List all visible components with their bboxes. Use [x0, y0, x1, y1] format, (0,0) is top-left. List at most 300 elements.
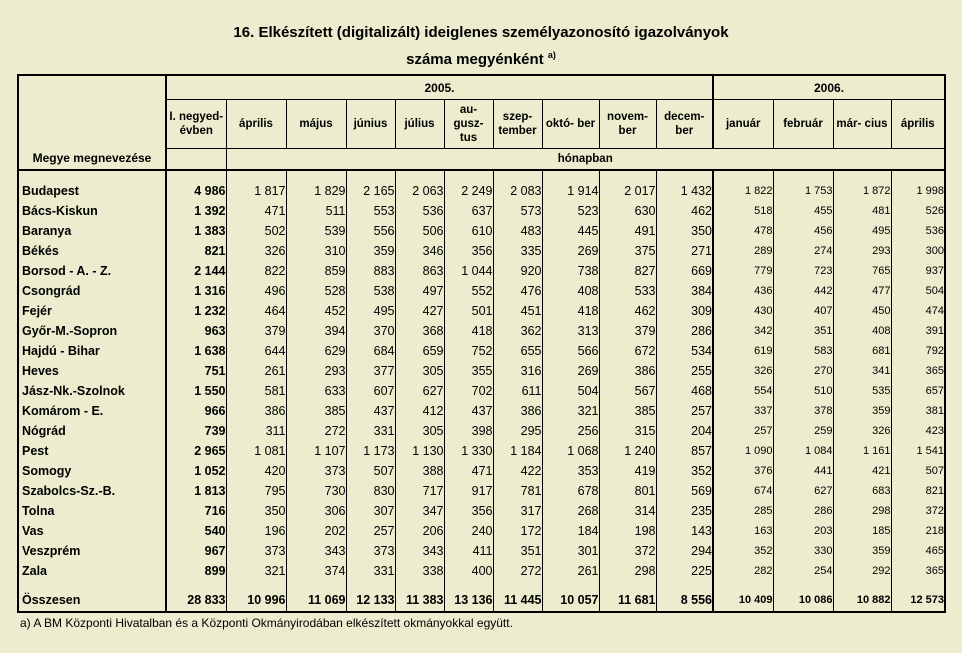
month-2005-value: 314	[599, 501, 656, 521]
month-2006-value: 495	[833, 221, 891, 241]
table-row	[18, 461, 945, 481]
month-2005-value: 347	[395, 501, 444, 521]
table-row	[18, 221, 945, 241]
month-2005-value: 637	[444, 201, 493, 221]
q1-value: 2 965	[166, 441, 226, 461]
month-2006-value: 330	[773, 541, 833, 561]
month-2005-value: 11 445	[493, 589, 542, 612]
month-2005-value: 920	[493, 261, 542, 281]
month-2005-header: július	[395, 100, 444, 149]
month-2005-value: 497	[395, 281, 444, 301]
month-2006-value: 326	[713, 361, 773, 381]
month-2006-value: 12 573	[891, 589, 945, 612]
footnote: a) A BM Központi Hivatalban és a Központi Okmányirodában elkészített okmányokkal együtt.	[20, 616, 513, 630]
month-2006-value: 163	[713, 521, 773, 541]
month-2005-value: 352	[656, 461, 713, 481]
month-2006-value: 465	[891, 541, 945, 561]
month-2005-value: 730	[286, 481, 346, 501]
month-2005-value: 313	[542, 321, 599, 341]
month-2006-value: 504	[891, 281, 945, 301]
month-2005-value: 293	[286, 361, 346, 381]
month-2005-value: 353	[542, 461, 599, 481]
q1-value: 540	[166, 521, 226, 541]
month-2005-value: 374	[286, 561, 346, 581]
month-2005-value: 240	[444, 521, 493, 541]
month-2005-value: 198	[599, 521, 656, 541]
month-2005-value: 335	[493, 241, 542, 261]
month-2005-value: 2 165	[346, 170, 395, 201]
month-2005-value: 857	[656, 441, 713, 461]
month-2005-value: 1 184	[493, 441, 542, 461]
county-name: Somogy	[18, 461, 166, 481]
month-2005-value: 350	[226, 501, 286, 521]
month-2006-value: 300	[891, 241, 945, 261]
month-2005-value: 528	[286, 281, 346, 301]
month-2005-value: 644	[226, 341, 286, 361]
month-2005-value: 256	[542, 421, 599, 441]
spacer-cell	[656, 581, 713, 589]
month-2005-value: 506	[395, 221, 444, 241]
month-2005-value: 13 136	[444, 589, 493, 612]
month-2006-value: 203	[773, 521, 833, 541]
table-title	[0, 21, 962, 71]
month-2005-value: 445	[542, 221, 599, 241]
month-2006-value: 554	[713, 381, 773, 401]
county-name: Pest	[18, 441, 166, 461]
month-2005-value: 502	[226, 221, 286, 241]
title-line-2	[0, 44, 962, 71]
month-2005-value: 420	[226, 461, 286, 481]
month-2006-value: 1 090	[713, 441, 773, 461]
month-2005-value: 286	[656, 321, 713, 341]
month-2005-value: 655	[493, 341, 542, 361]
month-2005-value: 1 107	[286, 441, 346, 461]
q1-value: 1 392	[166, 201, 226, 221]
month-2005-value: 581	[226, 381, 286, 401]
month-2005-value: 538	[346, 281, 395, 301]
spacer-cell	[226, 581, 286, 589]
table-row	[18, 481, 945, 501]
month-2005-value: 781	[493, 481, 542, 501]
month-2005-value: 321	[226, 561, 286, 581]
month-2005-value: 11 069	[286, 589, 346, 612]
month-2005-value: 552	[444, 281, 493, 301]
q1-value: 751	[166, 361, 226, 381]
county-column-header: Megye megnevezése	[18, 75, 166, 170]
title-line-1: 16. Elkészített (digitalizált) ideiglenes személyazonosító igazolványok	[233, 24, 729, 41]
month-2005-value: 2 249	[444, 170, 493, 201]
month-2005-value: 539	[286, 221, 346, 241]
q1-value: 966	[166, 401, 226, 421]
month-2005-value: 398	[444, 421, 493, 441]
county-name: Győr-M.-Sopron	[18, 321, 166, 341]
month-2005-value: 534	[656, 341, 713, 361]
county-name: Szabolcs-Sz.-B.	[18, 481, 166, 501]
month-2005-value: 1 130	[395, 441, 444, 461]
month-2005-value: 10 057	[542, 589, 599, 612]
month-2006-value: 391	[891, 321, 945, 341]
month-2006-value: 821	[891, 481, 945, 501]
month-2006-value: 286	[773, 501, 833, 521]
month-2006-value: 293	[833, 241, 891, 261]
month-2006-value: 342	[713, 321, 773, 341]
month-2005-value: 343	[286, 541, 346, 561]
month-2006-value: 683	[833, 481, 891, 501]
month-2006-value: 510	[773, 381, 833, 401]
month-2006-value: 456	[773, 221, 833, 241]
month-2005-value: 206	[395, 521, 444, 541]
month-2006-value: 657	[891, 381, 945, 401]
month-2005-value: 298	[599, 561, 656, 581]
month-2005-value: 2 063	[395, 170, 444, 201]
month-2005-value: 1 914	[542, 170, 599, 201]
year-2005-header: 2005.	[166, 75, 713, 100]
month-2005-value: 331	[346, 421, 395, 441]
month-2006-value: 1 753	[773, 170, 833, 201]
table-row	[18, 201, 945, 221]
q1-value: 1 638	[166, 341, 226, 361]
table-body	[18, 170, 945, 612]
month-2006-value: 507	[891, 461, 945, 481]
month-2005-value: 630	[599, 201, 656, 221]
q1-value: 1 383	[166, 221, 226, 241]
month-2006-header: már- cius	[833, 100, 891, 149]
month-2005-value: 373	[346, 541, 395, 561]
month-2006-value: 779	[713, 261, 773, 281]
month-2005-value: 301	[542, 541, 599, 561]
q1-value: 4 986	[166, 170, 226, 201]
month-2005-value: 678	[542, 481, 599, 501]
month-2005-value: 827	[599, 261, 656, 281]
month-2006-value: 518	[713, 201, 773, 221]
month-2005-value: 610	[444, 221, 493, 241]
q1-value: 1 316	[166, 281, 226, 301]
month-2005-value: 801	[599, 481, 656, 501]
county-name: Nógrád	[18, 421, 166, 441]
month-2005-value: 523	[542, 201, 599, 221]
month-2005-value: 1 173	[346, 441, 395, 461]
month-2005-value: 379	[599, 321, 656, 341]
month-2006-header: január	[713, 100, 773, 149]
month-2005-value: 310	[286, 241, 346, 261]
month-2005-value: 451	[493, 301, 542, 321]
month-2006-value: 259	[773, 421, 833, 441]
month-2005-value: 269	[542, 361, 599, 381]
month-2005-value: 385	[599, 401, 656, 421]
month-2005-value: 2 083	[493, 170, 542, 201]
month-2005-header: április	[226, 100, 286, 149]
month-2005-value: 496	[226, 281, 286, 301]
month-2006-value: 372	[891, 501, 945, 521]
month-2006-value: 1 998	[891, 170, 945, 201]
month-2005-value: 533	[599, 281, 656, 301]
month-2005-value: 536	[395, 201, 444, 221]
month-2005-value: 202	[286, 521, 346, 541]
month-2005-value: 394	[286, 321, 346, 341]
month-2005-value: 326	[226, 241, 286, 261]
month-2005-value: 386	[599, 361, 656, 381]
month-2005-value: 11 681	[599, 589, 656, 612]
q1-value: 2 144	[166, 261, 226, 281]
month-2005-value: 368	[395, 321, 444, 341]
month-2005-value: 271	[656, 241, 713, 261]
month-2006-value: 1 541	[891, 441, 945, 461]
month-2006-value: 481	[833, 201, 891, 221]
month-2006-value: 289	[713, 241, 773, 261]
county-name: Jász-Nk.-Szolnok	[18, 381, 166, 401]
table-row	[18, 521, 945, 541]
month-2005-value: 437	[346, 401, 395, 421]
month-2006-value: 337	[713, 401, 773, 421]
month-2005-value: 338	[395, 561, 444, 581]
month-2006-value: 937	[891, 261, 945, 281]
spacer-cell	[395, 581, 444, 589]
month-2005-value: 556	[346, 221, 395, 241]
month-2006-value: 270	[773, 361, 833, 381]
month-2006-value: 351	[773, 321, 833, 341]
month-2006-value: 10 882	[833, 589, 891, 612]
month-2005-value: 629	[286, 341, 346, 361]
county-name: Hajdú - Bihar	[18, 341, 166, 361]
month-2005-value: 883	[346, 261, 395, 281]
q1-value: 1 813	[166, 481, 226, 501]
spacer-cell	[18, 581, 166, 589]
month-2005-value: 400	[444, 561, 493, 581]
month-2006-value: 526	[891, 201, 945, 221]
month-2005-value: 495	[346, 301, 395, 321]
county-name: Békés	[18, 241, 166, 261]
month-2005-value: 388	[395, 461, 444, 481]
month-2005-value: 491	[599, 221, 656, 241]
month-2005-value: 351	[493, 541, 542, 561]
spacer-cell	[773, 581, 833, 589]
month-2005-value: 917	[444, 481, 493, 501]
month-2006-value: 442	[773, 281, 833, 301]
county-name: Vas	[18, 521, 166, 541]
month-2006-value: 292	[833, 561, 891, 581]
month-2005-value: 225	[656, 561, 713, 581]
month-2005-value: 627	[395, 381, 444, 401]
month-2005-value: 483	[493, 221, 542, 241]
q1-value: 716	[166, 501, 226, 521]
month-2006-value: 474	[891, 301, 945, 321]
month-2005-value: 476	[493, 281, 542, 301]
county-name: Tolna	[18, 501, 166, 521]
month-2005-value: 830	[346, 481, 395, 501]
month-2006-value: 723	[773, 261, 833, 281]
table-row	[18, 381, 945, 401]
spacer-cell	[346, 581, 395, 589]
month-2005-value: 331	[346, 561, 395, 581]
month-2005-value: 384	[656, 281, 713, 301]
month-2005-value: 257	[346, 521, 395, 541]
month-2005-header: decem- ber	[656, 100, 713, 149]
month-2005-value: 172	[493, 521, 542, 541]
unit-header: hónapban	[226, 149, 945, 171]
month-2006-value: 536	[891, 221, 945, 241]
month-2005-value: 1 330	[444, 441, 493, 461]
spacer-cell	[493, 581, 542, 589]
month-2006-value: 423	[891, 421, 945, 441]
month-2005-value: 507	[346, 461, 395, 481]
month-2005-value: 437	[444, 401, 493, 421]
month-2005-value: 567	[599, 381, 656, 401]
month-2005-value: 607	[346, 381, 395, 401]
month-2006-header: február	[773, 100, 833, 149]
month-2006-value: 282	[713, 561, 773, 581]
month-2005-value: 611	[493, 381, 542, 401]
month-2005-header: június	[346, 100, 395, 149]
month-2005-value: 356	[444, 241, 493, 261]
month-2005-value: 412	[395, 401, 444, 421]
month-2005-value: 294	[656, 541, 713, 561]
table-row	[18, 501, 945, 521]
month-2005-value: 257	[656, 401, 713, 421]
title-note-mark: a)	[547, 50, 556, 60]
month-2005-value: 501	[444, 301, 493, 321]
county-name: Heves	[18, 361, 166, 381]
month-2005-value: 795	[226, 481, 286, 501]
month-2006-value: 407	[773, 301, 833, 321]
q1-value: 28 833	[166, 589, 226, 612]
month-2005-value: 462	[599, 301, 656, 321]
month-2005-value: 316	[493, 361, 542, 381]
month-2006-value: 218	[891, 521, 945, 541]
month-2005-value: 196	[226, 521, 286, 541]
month-2005-value: 573	[493, 201, 542, 221]
spacer-cell	[542, 581, 599, 589]
spacer-cell	[833, 581, 891, 589]
month-2005-value: 702	[444, 381, 493, 401]
table-row	[18, 401, 945, 421]
month-2005-value: 422	[493, 461, 542, 481]
table-row	[18, 361, 945, 381]
month-2005-value: 235	[656, 501, 713, 521]
month-2006-value: 274	[773, 241, 833, 261]
month-2005-value: 184	[542, 521, 599, 541]
month-2005-value: 362	[493, 321, 542, 341]
month-2005-header: au- gusz- tus	[444, 100, 493, 149]
month-2005-value: 566	[542, 341, 599, 361]
table-row	[18, 261, 945, 281]
month-2005-value: 261	[226, 361, 286, 381]
month-2005-value: 12 133	[346, 589, 395, 612]
month-2006-value: 365	[891, 361, 945, 381]
month-2005-value: 464	[226, 301, 286, 321]
month-2006-value: 1 872	[833, 170, 891, 201]
month-2005-value: 1 068	[542, 441, 599, 461]
month-2005-value: 315	[599, 421, 656, 441]
title-line-2-text: száma megyénként	[406, 51, 544, 68]
month-2006-value: 365	[891, 561, 945, 581]
month-2005-value: 272	[493, 561, 542, 581]
month-2005-header: novem- ber	[599, 100, 656, 149]
county-name: Csongrád	[18, 281, 166, 301]
month-2005-value: 452	[286, 301, 346, 321]
q1-value: 739	[166, 421, 226, 441]
month-2005-value: 355	[444, 361, 493, 381]
month-2006-value: 441	[773, 461, 833, 481]
month-2005-value: 373	[226, 541, 286, 561]
month-2005-value: 356	[444, 501, 493, 521]
month-2006-value: 450	[833, 301, 891, 321]
month-2005-value: 863	[395, 261, 444, 281]
month-2005-value: 269	[542, 241, 599, 261]
month-2006-value: 583	[773, 341, 833, 361]
q1-header: I. negyed- évben	[166, 100, 226, 149]
q1-value: 1 052	[166, 461, 226, 481]
month-2005-value: 752	[444, 341, 493, 361]
month-2005-value: 672	[599, 341, 656, 361]
month-2005-value: 10 996	[226, 589, 286, 612]
spacer-cell	[599, 581, 656, 589]
spacer-cell	[444, 581, 493, 589]
month-2005-value: 1 829	[286, 170, 346, 201]
month-2005-value: 462	[656, 201, 713, 221]
month-2005-value: 2 017	[599, 170, 656, 201]
month-2005-value: 386	[493, 401, 542, 421]
spacer-cell	[713, 581, 773, 589]
month-2005-value: 204	[656, 421, 713, 441]
month-2005-value: 295	[493, 421, 542, 441]
spacer-cell	[286, 581, 346, 589]
month-2006-value: 408	[833, 321, 891, 341]
month-2005-value: 822	[226, 261, 286, 281]
spacer-cell	[891, 581, 945, 589]
county-name: Összesen	[18, 589, 166, 612]
month-2006-value: 378	[773, 401, 833, 421]
month-2005-value: 504	[542, 381, 599, 401]
table-row	[18, 441, 945, 461]
county-name: Veszprém	[18, 541, 166, 561]
month-2005-value: 471	[444, 461, 493, 481]
spacer-cell	[166, 581, 226, 589]
county-name: Fejér	[18, 301, 166, 321]
month-2005-value: 317	[493, 501, 542, 521]
month-2005-value: 427	[395, 301, 444, 321]
q1-value: 1 550	[166, 381, 226, 401]
month-2005-header: októ- ber	[542, 100, 599, 149]
month-2006-value: 185	[833, 521, 891, 541]
month-2006-value: 376	[713, 461, 773, 481]
month-2005-value: 143	[656, 521, 713, 541]
month-2006-value: 1 084	[773, 441, 833, 461]
month-2006-value: 257	[713, 421, 773, 441]
month-2006-value: 10 409	[713, 589, 773, 612]
month-2005-value: 1 240	[599, 441, 656, 461]
q1-unit-blank	[166, 149, 226, 171]
month-2005-value: 386	[226, 401, 286, 421]
month-2006-value: 421	[833, 461, 891, 481]
month-2006-value: 681	[833, 341, 891, 361]
data-table	[17, 74, 946, 613]
month-2005-value: 669	[656, 261, 713, 281]
month-2006-value: 674	[713, 481, 773, 501]
month-2005-value: 346	[395, 241, 444, 261]
month-2005-value: 569	[656, 481, 713, 501]
month-2005-value: 305	[395, 361, 444, 381]
q1-value: 821	[166, 241, 226, 261]
month-2005-value: 468	[656, 381, 713, 401]
month-2005-value: 1 081	[226, 441, 286, 461]
month-2006-header: április	[891, 100, 945, 149]
month-2005-value: 684	[346, 341, 395, 361]
month-2005-value: 372	[599, 541, 656, 561]
table-row	[18, 170, 945, 201]
month-2006-value: 341	[833, 361, 891, 381]
month-2006-value: 792	[891, 341, 945, 361]
month-2006-value: 359	[833, 401, 891, 421]
